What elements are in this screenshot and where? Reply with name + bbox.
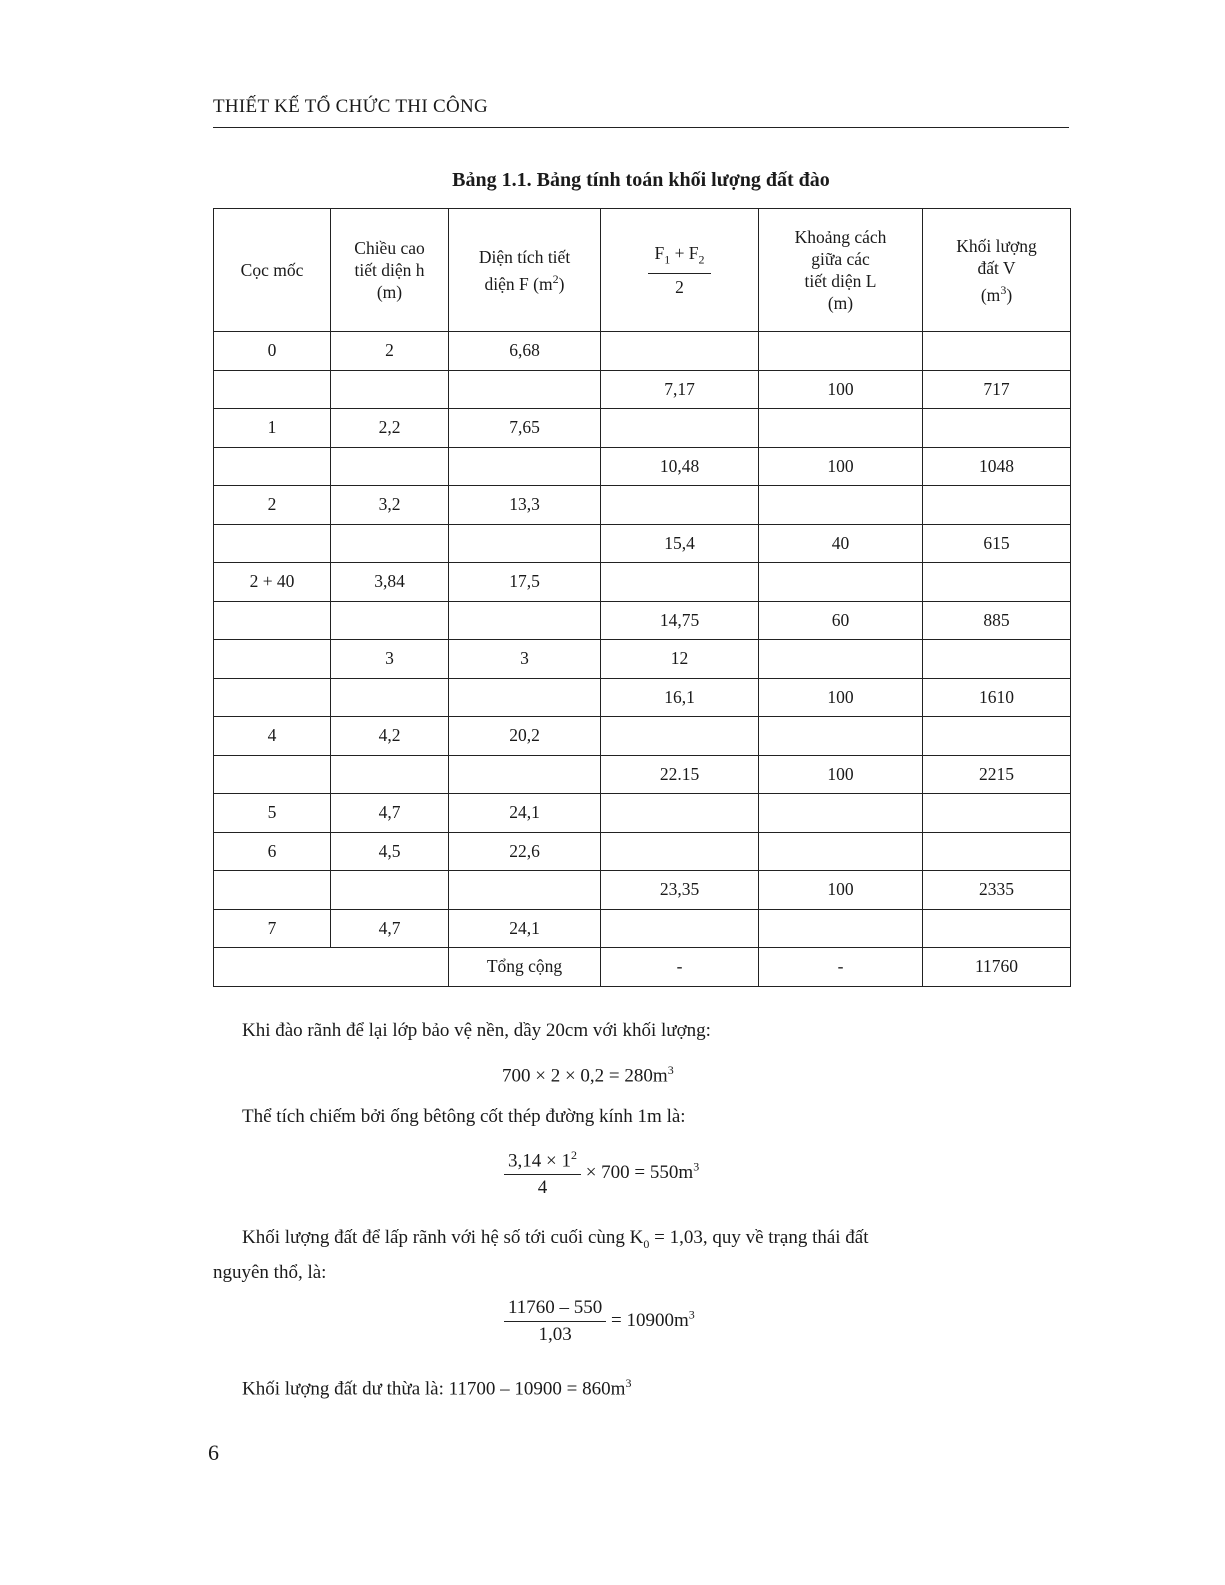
total-volume: 11760 <box>923 948 1071 987</box>
table-cell <box>214 524 331 563</box>
table-cell <box>759 794 923 833</box>
table-cell: 2,2 <box>331 409 449 448</box>
table-cell <box>449 755 601 794</box>
table-cell: 615 <box>923 524 1071 563</box>
table-row <box>214 640 1071 679</box>
table-cell <box>214 871 331 910</box>
table-cell <box>449 370 601 409</box>
paragraph-backfill: Khối lượng đất để lấp rãnh với hệ số tới cuối cùng $K_0 = 1,03$, quy về trạng thái đất <box>242 1227 869 1251</box>
table-cell: 3,84 <box>331 563 449 602</box>
table-row <box>214 409 1071 448</box>
table-cell: 17,5 <box>449 563 601 602</box>
running-header: THIẾT KẾ TỔ CHỨC THI CÔNG <box>213 96 489 117</box>
table-cell: 100 <box>759 871 923 910</box>
table-cell <box>759 563 923 602</box>
table-cell: 60 <box>759 601 923 640</box>
table-cell <box>759 717 923 756</box>
table-cell <box>449 524 601 563</box>
col-header-height: Chiều cao tiết diện h (m) <box>331 209 449 332</box>
table-cell <box>923 794 1071 833</box>
paragraph-pipe-volume: Thể tích chiếm bởi ống bêtông cốt thép đường kính 1m là: <box>242 1106 686 1127</box>
table-cell <box>331 871 449 910</box>
table-cell <box>601 486 759 525</box>
avg-area-fraction: $\frac{F_1 + F_2}{2}$ <box>648 242 710 298</box>
table-row <box>214 601 1071 640</box>
table-cell <box>331 755 449 794</box>
table-cell <box>923 909 1071 948</box>
table-cell: 4,2 <box>331 717 449 756</box>
table-cell <box>331 678 449 717</box>
table-cell: 15,4 <box>601 524 759 563</box>
table-cell: 4 <box>214 717 331 756</box>
table-row <box>214 486 1071 525</box>
table-cell <box>331 447 449 486</box>
table-cell <box>601 563 759 602</box>
table-cell <box>214 640 331 679</box>
page-number: 6 <box>208 1440 219 1465</box>
table-cell: 3 <box>449 640 601 679</box>
table-cell: 40 <box>759 524 923 563</box>
col-header-station: Cọc mốc <box>214 209 331 332</box>
table-cell: 22.15 <box>601 755 759 794</box>
equation-protective-volume: $700 \times 2 \times 0,2 = 280m^3$ <box>502 1063 674 1087</box>
table-cell: 10,48 <box>601 447 759 486</box>
table-cell: 5 <box>214 794 331 833</box>
table-row <box>214 370 1071 409</box>
table-row <box>214 755 1071 794</box>
table-cell <box>449 678 601 717</box>
total-label: Tổng cộng <box>449 948 601 987</box>
table-caption: Bảng 1.1. Bảng tính toán khối lượng đất đào <box>452 169 830 191</box>
table-row <box>214 717 1071 756</box>
paragraph-protective-layer: Khi đào rãnh để lại lớp bảo vệ nền, dầy 20cm với khối lượng: <box>242 1020 711 1041</box>
table-cell <box>923 832 1071 871</box>
table-cell <box>759 486 923 525</box>
table-cell <box>923 409 1071 448</box>
col-header-distance: Khoảng cách giữa các tiết diện L (m) <box>759 209 923 332</box>
table-cell: 13,3 <box>449 486 601 525</box>
equation-backfill: $\frac{11760 - 550}{1,03}$ = $10900m^3$ <box>504 1297 695 1346</box>
table-cell: 20,2 <box>449 717 601 756</box>
table-row <box>214 794 1071 833</box>
table-cell <box>449 447 601 486</box>
table-total-row <box>214 948 1071 987</box>
table-cell <box>214 447 331 486</box>
table-row <box>214 524 1071 563</box>
table-row <box>214 678 1071 717</box>
table-cell: 2 + 40 <box>214 563 331 602</box>
table-cell: 3 <box>331 640 449 679</box>
col-header-area: Diện tích tiết diện F $(m^2)$ <box>449 209 601 332</box>
table-cell: 1048 <box>923 447 1071 486</box>
table-cell <box>923 563 1071 602</box>
table-cell <box>923 640 1071 679</box>
table-cell: 6,68 <box>449 332 601 371</box>
table-cell <box>449 601 601 640</box>
table-cell <box>601 717 759 756</box>
table-cell: 2 <box>331 332 449 371</box>
table-cell <box>759 640 923 679</box>
equation-pipe-volume: $\frac{3,14 \times 1^2}{4}$ × $700 = 550m^3$ <box>504 1148 699 1199</box>
table-cell: 23,35 <box>601 871 759 910</box>
table-cell: 2335 <box>923 871 1071 910</box>
table-header-row <box>214 209 1071 332</box>
table-row <box>214 447 1071 486</box>
table-cell <box>331 370 449 409</box>
table-cell <box>601 832 759 871</box>
table-cell: 100 <box>759 447 923 486</box>
col-header-avg-area <box>601 209 759 332</box>
table-cell: 2 <box>214 486 331 525</box>
table-cell <box>759 332 923 371</box>
table-cell <box>923 332 1071 371</box>
table-cell: 24,1 <box>449 794 601 833</box>
table-cell <box>923 717 1071 756</box>
pipe-volume-fraction: $\frac{3,14 \times 1^2}{4}$ <box>504 1148 581 1199</box>
table-cell: 22,6 <box>449 832 601 871</box>
table-cell <box>601 909 759 948</box>
table-cell: 7,65 <box>449 409 601 448</box>
table-cell: 3,2 <box>331 486 449 525</box>
table-cell <box>331 601 449 640</box>
table-cell <box>601 409 759 448</box>
table-row <box>214 871 1071 910</box>
table-row <box>214 332 1071 371</box>
table-cell: 24,1 <box>449 909 601 948</box>
table-cell: 6 <box>214 832 331 871</box>
table-cell: 16,1 <box>601 678 759 717</box>
header-rule <box>213 127 1069 128</box>
table-cell <box>601 332 759 371</box>
table-cell: 100 <box>759 678 923 717</box>
total-avg-area: - <box>601 948 759 987</box>
table-cell: 1610 <box>923 678 1071 717</box>
table-cell: 12 <box>601 640 759 679</box>
paragraph-backfill-cont: nguyên thổ, là: <box>213 1262 327 1283</box>
table-cell <box>331 524 449 563</box>
table-cell <box>214 948 449 987</box>
table-cell <box>759 909 923 948</box>
table-cell: 717 <box>923 370 1071 409</box>
col-header-volume: Khối lượng đất V $(m^3)$ <box>923 209 1071 332</box>
table-cell: 4,7 <box>331 909 449 948</box>
table-cell: 2215 <box>923 755 1071 794</box>
table-cell <box>923 486 1071 525</box>
table-cell: 885 <box>923 601 1071 640</box>
table-row <box>214 832 1071 871</box>
table-cell <box>449 871 601 910</box>
volume-table <box>213 208 1071 987</box>
table-cell: 7 <box>214 909 331 948</box>
table-row <box>214 909 1071 948</box>
backfill-fraction: $\frac{11760 - 550}{1,03}$ <box>504 1297 606 1346</box>
table-cell: 1 <box>214 409 331 448</box>
table-cell: 4,5 <box>331 832 449 871</box>
table-cell <box>214 601 331 640</box>
table-cell <box>214 678 331 717</box>
table-cell <box>214 755 331 794</box>
table-cell: 100 <box>759 370 923 409</box>
paragraph-surplus: Khối lượng đất dư thừa là: $11700 - 10900 = 860m^3$ <box>242 1376 632 1400</box>
table-cell <box>759 832 923 871</box>
table-cell <box>214 370 331 409</box>
table-cell: 14,75 <box>601 601 759 640</box>
table-cell: 0 <box>214 332 331 371</box>
table-row <box>214 563 1071 602</box>
table-cell <box>759 409 923 448</box>
total-distance: - <box>759 948 923 987</box>
table-cell <box>601 794 759 833</box>
table-cell: 4,7 <box>331 794 449 833</box>
table-cell: 100 <box>759 755 923 794</box>
table-cell: 7,17 <box>601 370 759 409</box>
